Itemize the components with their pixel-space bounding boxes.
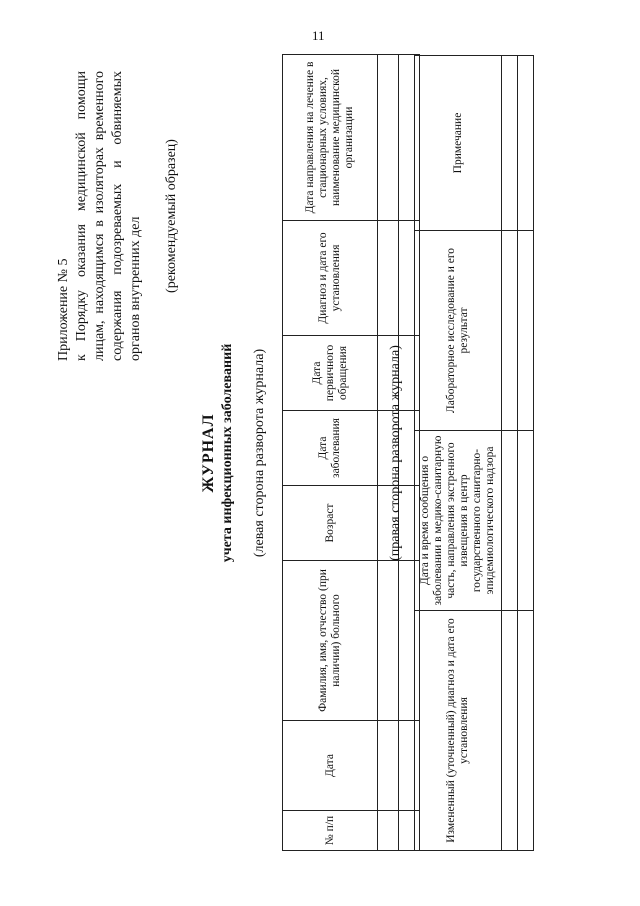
journal-subtitle: учета инфекционных заболеваний (220, 343, 235, 563)
left-table-header-row (283, 55, 378, 851)
empty-cell (502, 431, 518, 611)
recommended-sample-note: (рекомендуемый образец) (164, 139, 179, 293)
header-cell: Дата и время сообщения о заболевании в медико-санитарную часть, направления экстренного извещения в центр государственного санитарно-эпидемиологического надзора (415, 431, 502, 611)
empty-cell (502, 56, 518, 231)
appendix-text: к Порядку оказания медицинской помощи лицам, находящимся в изоляторах временного содержания подозреваемых и обвиняемых органов внутренних дел (74, 71, 143, 361)
empty-cell (518, 611, 534, 851)
page-number: 11 (312, 28, 325, 43)
right-side-caption: (правая сторона разворота журнала) (388, 345, 403, 561)
header-cell: Дата первичного обращения (283, 336, 378, 411)
empty-cell (518, 231, 534, 431)
header-cell: Дата направления на лечение в стационарных условиях, наименование медицинской организации (283, 55, 378, 221)
empty-cell (502, 231, 518, 431)
left-side-caption: (левая сторона разворота журнала) (252, 348, 267, 558)
header-cell: Примечание (415, 56, 502, 231)
appendix-number: Приложение № 5 (56, 258, 71, 361)
empty-entry-row (502, 56, 518, 851)
journal-title: ЖУРНАЛ (200, 413, 217, 493)
empty-cell (518, 431, 534, 611)
empty-cell (518, 56, 534, 231)
header-cell: Лабораторное исследование и его результат (415, 231, 502, 431)
header-cell: Дата заболевания (283, 411, 378, 486)
header-cell: Диагноз и дата его установления (283, 221, 378, 336)
empty-entry-row (518, 56, 534, 851)
header-cell: Фамилия, имя, отчество (при наличии) больного (283, 561, 378, 721)
header-cell: Дата (283, 721, 378, 811)
right-side-table (414, 55, 534, 851)
appendix-block (55, 71, 181, 361)
empty-cell (502, 611, 518, 851)
header-cell: № п/п (283, 811, 378, 851)
header-cell: Измененный (уточненный) диагноз и дата его установления (415, 611, 502, 851)
right-table-header-row (415, 56, 502, 851)
header-cell: Возраст (283, 486, 378, 561)
